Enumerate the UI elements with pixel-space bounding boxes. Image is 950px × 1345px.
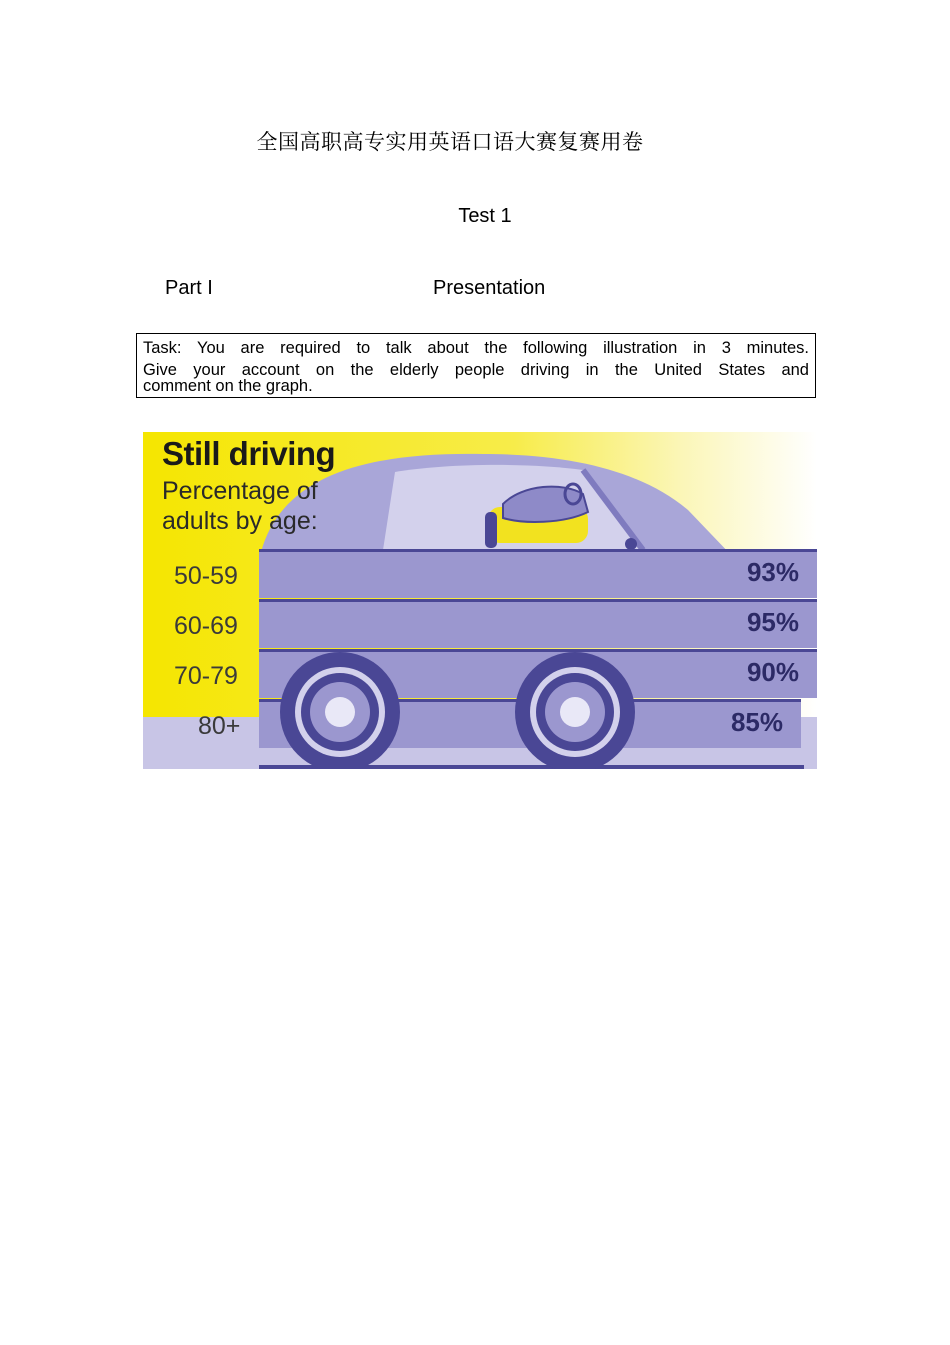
bar-edge-60-69 (259, 599, 817, 602)
car-wheel-2 (515, 652, 635, 769)
chart-svg (143, 432, 817, 769)
bar-60-69 (259, 599, 817, 648)
chart-subtitle-line-1: Percentage of (162, 477, 318, 505)
task-text-line-2: Give your account on the elderly people driving in the United States and (143, 361, 809, 379)
bar-edge-50-59 (259, 549, 817, 552)
chart-subtitle-line-2: adults by age: (162, 507, 318, 535)
page-title: 全国高职高专实用英语口语大赛复赛用卷 (256, 130, 644, 154)
category-label-60-69: 60-69 (174, 612, 238, 640)
category-label-70-79: 70-79 (174, 662, 238, 690)
value-label-70-79: 90% (746, 657, 799, 687)
still-driving-chart (143, 432, 817, 769)
category-label-80+: 80+ (198, 712, 241, 740)
part-name: Presentation (433, 277, 546, 299)
category-label-50-59: 50-59 (174, 562, 238, 590)
task-text-line-3: comment on the graph. (143, 377, 313, 395)
task-box (136, 333, 816, 398)
test-title: Test 1 (458, 205, 512, 227)
bar-50-59 (259, 549, 817, 598)
value-label-60-69: 95% (746, 607, 799, 637)
value-label-50-59: 93% (746, 557, 799, 587)
car-wheel-1 (280, 652, 400, 769)
part-label: Part I (165, 277, 213, 299)
value-label-80+: 85% (730, 707, 783, 737)
bar-edge-70-79 (259, 649, 817, 652)
task-text-line-1: Task: You are required to talk about the following illustration in 3 minutes. (143, 339, 809, 357)
chart-title: Still driving (162, 435, 336, 472)
